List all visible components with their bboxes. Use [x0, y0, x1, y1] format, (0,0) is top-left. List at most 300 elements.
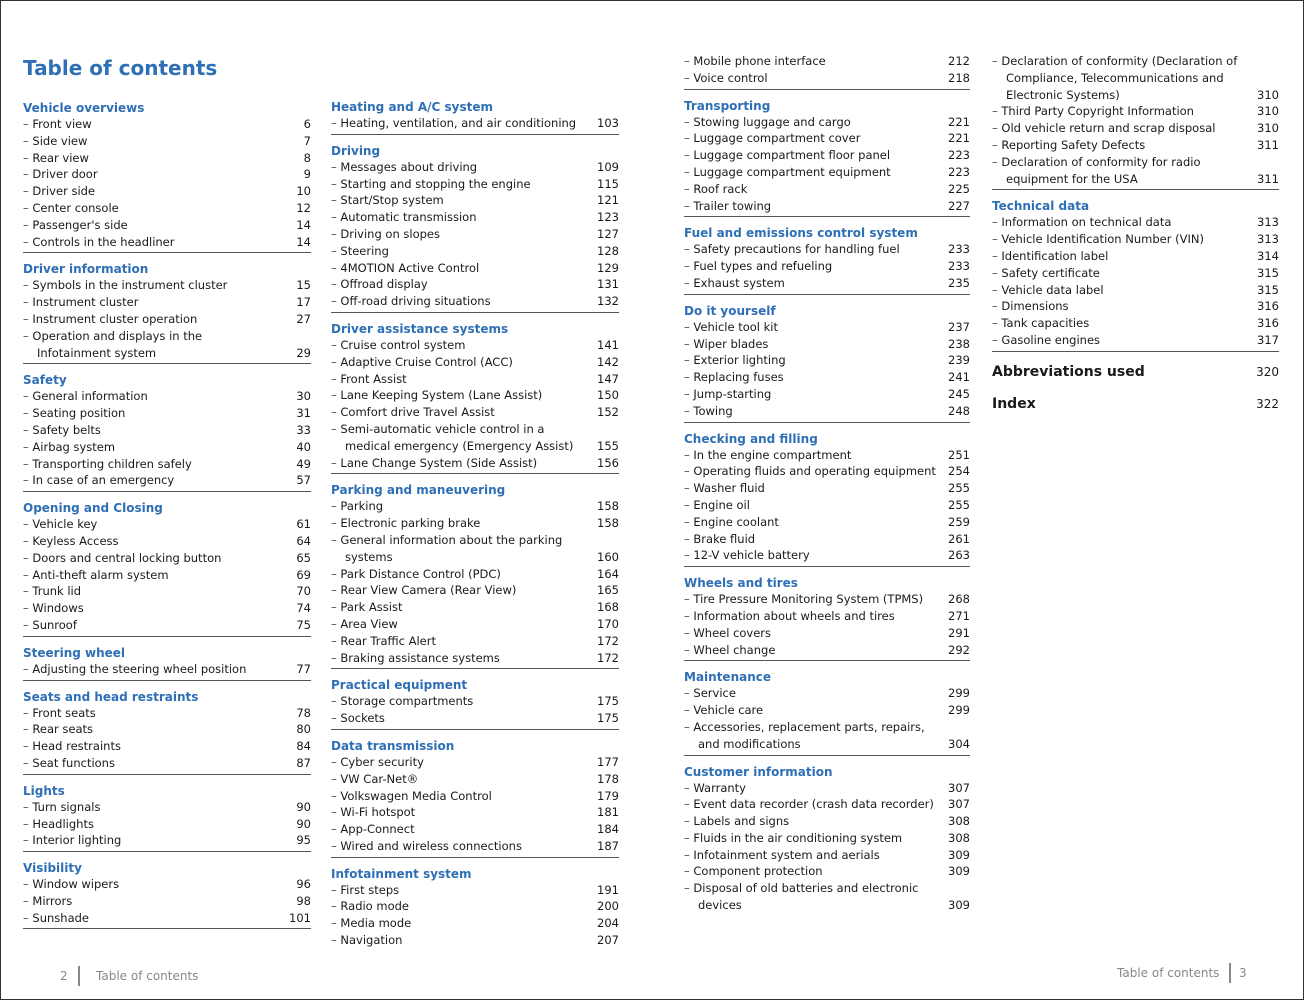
entry-label: – Vehicle care: [684, 702, 944, 719]
toc-entry[interactable]: [684, 336, 970, 353]
toc-entry[interactable]: [331, 276, 619, 293]
section-heading[interactable]: Wheels and tires: [684, 576, 798, 591]
toc-entry[interactable]: [992, 298, 1279, 315]
section-entries: [331, 693, 619, 730]
toc-entry[interactable]: [331, 599, 619, 616]
section-entries: [684, 591, 970, 661]
toc-section: [23, 500, 311, 637]
toc-entry[interactable]: [331, 788, 619, 805]
entry-label: – Area View: [331, 616, 593, 633]
entry-page-number: 218: [948, 70, 970, 85]
toc-entry[interactable]: [23, 234, 311, 251]
toc-entry[interactable]: [331, 260, 619, 277]
toc-entry[interactable]: [23, 893, 311, 910]
entry-label: – Volkswagen Media Control: [331, 788, 593, 805]
toc-entry[interactable]: [23, 328, 311, 362]
toc-entry[interactable]: [992, 53, 1279, 103]
section-heading[interactable]: Customer information: [684, 764, 833, 779]
toc-entry[interactable]: [684, 880, 970, 914]
toc-entry[interactable]: [23, 533, 311, 550]
entry-label: – In the engine compartment: [684, 447, 944, 464]
entry-label: – Seat functions: [23, 755, 285, 772]
entry-page-number: 12: [296, 200, 311, 215]
toc-entry[interactable]: [331, 754, 619, 771]
toc-entry[interactable]: [992, 103, 1279, 120]
toc-entry[interactable]: [23, 799, 311, 816]
entry-page-number: 132: [597, 294, 619, 309]
toc-entry[interactable]: [331, 354, 619, 371]
entry-page-number: 314: [1257, 248, 1279, 263]
extra-heading: Index: [992, 395, 1036, 412]
toc-entry[interactable]: [331, 932, 619, 949]
footer-divider-left: [78, 966, 80, 986]
entry-page-number: 221: [948, 131, 970, 146]
entry-page-number: 307: [948, 780, 970, 795]
toc-entry[interactable]: [992, 265, 1279, 282]
entry-label: – Component protection: [684, 863, 944, 880]
entry-page-number: 156: [597, 455, 619, 470]
entry-label: – Warranty: [684, 780, 944, 797]
toc-entry[interactable]: [23, 311, 311, 328]
toc-entry[interactable]: [23, 277, 311, 294]
entry-page-number: 9: [303, 167, 311, 182]
entry-page-number: 14: [296, 217, 311, 232]
section-heading[interactable]: Do it yourself: [684, 303, 776, 318]
entry-label: – Tank capacities: [992, 315, 1253, 332]
toc-entry[interactable]: [331, 209, 619, 226]
entry-label: – In case of an emergency: [23, 472, 285, 489]
section-heading[interactable]: Checking and filling: [684, 431, 818, 446]
entry-label: – Stowing luggage and cargo: [684, 114, 944, 131]
entry-page-number: 245: [948, 386, 970, 401]
toc-entry[interactable]: [23, 166, 311, 183]
toc-entry[interactable]: [23, 600, 311, 617]
toc-entry[interactable]: [23, 422, 311, 439]
section-heading[interactable]: Data transmission: [331, 738, 455, 753]
toc-section: [331, 143, 619, 313]
toc-entry[interactable]: [992, 154, 1279, 188]
section-heading[interactable]: Driver information: [23, 262, 149, 277]
section-entries: [331, 115, 619, 135]
entry-page-number: 225: [948, 181, 970, 196]
section-heading[interactable]: Vehicle overviews: [23, 101, 145, 115]
entry-label: – General information about the parking systems: [331, 532, 593, 566]
entry-label: – Information on technical data: [992, 214, 1253, 231]
toc-entry[interactable]: [684, 830, 970, 847]
toc-entry[interactable]: [331, 650, 619, 667]
section-heading[interactable]: Seats and head restraints: [23, 689, 199, 704]
entry-label: – 12-V vehicle battery: [684, 547, 944, 564]
toc-entry[interactable]: [331, 582, 619, 599]
toc-entry[interactable]: [331, 192, 619, 209]
entry-label: – Front view: [23, 116, 285, 133]
toc-section: [331, 321, 619, 474]
entry-page-number: 200: [597, 899, 619, 914]
toc-entry[interactable]: [23, 755, 311, 772]
entry-page-number: 158: [597, 499, 619, 514]
entry-page-number: 310: [1257, 121, 1279, 136]
toc-section: [684, 431, 970, 568]
toc-entry[interactable]: [684, 497, 970, 514]
toc-entry[interactable]: [331, 532, 619, 566]
entry-page-number: 103: [597, 116, 619, 130]
toc-entry[interactable]: [684, 258, 970, 275]
entry-label: – Fuel types and refueling: [684, 258, 944, 275]
toc-entry[interactable]: [331, 115, 619, 132]
entry-label: – Old vehicle return and scrap disposal: [992, 120, 1253, 137]
section-heading[interactable]: Heating and A/C system: [331, 100, 493, 114]
toc-entry[interactable]: [684, 480, 970, 497]
entry-page-number: 299: [948, 703, 970, 718]
toc-entry[interactable]: [331, 821, 619, 838]
entry-page-number: 40: [296, 439, 311, 454]
entry-label: – Driver door: [23, 166, 285, 183]
toc-section: [684, 575, 970, 661]
entry-page-number: 30: [296, 389, 311, 404]
section-entries: [331, 754, 619, 858]
entry-page-number: 309: [948, 864, 970, 879]
toc-entry[interactable]: [684, 702, 970, 719]
section-entries: [992, 53, 1279, 190]
extra-entry[interactable]: [992, 362, 1279, 382]
entry-label: – Turn signals: [23, 799, 285, 816]
entry-page-number: 8: [303, 150, 311, 165]
entry-page-number: 131: [597, 277, 619, 292]
entry-label: – Controls in the headliner: [23, 234, 285, 251]
extra-sections: [992, 362, 1279, 414]
toc-entry[interactable]: [331, 455, 619, 472]
entry-label: – Operation and displays in the Infotainment system: [23, 328, 285, 362]
section-heading[interactable]: Technical data: [992, 199, 1090, 214]
section-heading[interactable]: Transporting: [684, 98, 771, 113]
toc-entry[interactable]: [23, 116, 311, 133]
toc-entry[interactable]: [684, 147, 970, 164]
toc-entry[interactable]: [23, 816, 311, 833]
toc-entry[interactable]: [684, 642, 970, 659]
entry-page-number: 268: [948, 592, 970, 607]
extra-entry[interactable]: [992, 394, 1279, 414]
section-heading[interactable]: Practical equipment: [331, 678, 468, 693]
toc-entry[interactable]: [23, 150, 311, 167]
entry-page-number: 165: [597, 583, 619, 598]
entry-label: – Cyber security: [331, 754, 593, 771]
toc-entry[interactable]: [23, 183, 311, 200]
toc-section: [23, 372, 311, 492]
toc-entry[interactable]: [684, 403, 970, 420]
toc-entry[interactable]: [331, 226, 619, 243]
section-entries: [23, 116, 311, 253]
entry-page-number: 254: [948, 464, 970, 479]
toc-entry[interactable]: [23, 705, 311, 722]
entry-page-number: 115: [597, 176, 619, 191]
entry-label: – Adjusting the steering wheel position: [23, 661, 285, 678]
toc-entry[interactable]: [23, 550, 311, 567]
toc-entry[interactable]: [684, 547, 970, 564]
entry-label: – Radio mode: [331, 898, 593, 915]
toc-entry[interactable]: [331, 498, 619, 515]
entry-page-number: 223: [948, 148, 970, 163]
section-heading[interactable]: Safety: [23, 373, 67, 388]
entry-label: – Rear seats: [23, 721, 285, 738]
entry-page-number: 152: [597, 405, 619, 420]
toc-entry[interactable]: [684, 114, 970, 131]
entry-label: – Sockets: [331, 710, 593, 727]
section-entries: [23, 799, 311, 852]
section-heading[interactable]: Visibility: [23, 861, 82, 876]
toc-entry[interactable]: [684, 847, 970, 864]
entry-page-number: 309: [948, 898, 970, 913]
toc-entry[interactable]: [992, 214, 1279, 231]
toc-section: [23, 689, 311, 775]
entry-page-number: 255: [948, 481, 970, 496]
toc-entry[interactable]: [992, 282, 1279, 299]
toc-entry[interactable]: [23, 910, 311, 927]
toc-entry[interactable]: [684, 386, 970, 403]
entry-page-number: 90: [296, 799, 311, 814]
section-heading[interactable]: Opening and Closing: [23, 501, 163, 516]
entry-label: – Media mode: [331, 915, 593, 932]
toc-entry[interactable]: [992, 137, 1279, 154]
toc-column-2: [331, 99, 619, 959]
toc-entry[interactable]: [992, 332, 1279, 349]
entry-label: – Symbols in the instrument cluster: [23, 277, 285, 294]
entry-label: – Airbag system: [23, 439, 285, 456]
toc-entry[interactable]: [23, 567, 311, 584]
entry-label: – Vehicle key: [23, 516, 285, 533]
entry-page-number: 317: [1257, 332, 1279, 347]
section-heading[interactable]: Driver assistance systems: [331, 321, 509, 336]
toc-entry[interactable]: [331, 404, 619, 421]
toc-entry[interactable]: [684, 130, 970, 147]
toc-entry[interactable]: [331, 566, 619, 583]
toc-section: [23, 783, 311, 852]
toc-entry[interactable]: [23, 405, 311, 422]
entry-label: – Brake fluid: [684, 531, 944, 548]
toc-entry[interactable]: [23, 388, 311, 405]
toc-section: [331, 677, 619, 730]
entry-label: – Messages about driving: [331, 159, 593, 176]
toc-entry[interactable]: [684, 531, 970, 548]
entry-page-number: 17: [296, 295, 311, 310]
toc-entry[interactable]: [684, 863, 970, 880]
toc-entry[interactable]: [331, 293, 619, 310]
entry-label: – Start/Stop system: [331, 192, 593, 209]
toc-entry[interactable]: [684, 514, 970, 531]
entry-page-number: 299: [948, 686, 970, 701]
entry-page-number: 49: [296, 456, 311, 471]
entry-page-number: 121: [597, 193, 619, 208]
toc-entry[interactable]: [23, 516, 311, 533]
entry-page-number: 310: [1257, 87, 1279, 102]
toc-entry[interactable]: [23, 661, 311, 678]
toc-entry[interactable]: [684, 463, 970, 480]
toc-entry[interactable]: [23, 472, 311, 489]
toc-entry[interactable]: [331, 804, 619, 821]
entry-label: – Center console: [23, 200, 285, 217]
toc-entry[interactable]: [331, 371, 619, 388]
toc-entry[interactable]: [23, 133, 311, 150]
toc-entry[interactable]: [23, 217, 311, 234]
toc-entry[interactable]: [331, 159, 619, 176]
entry-page-number: 172: [597, 650, 619, 665]
toc-entry[interactable]: [684, 198, 970, 215]
toc-entry[interactable]: [23, 583, 311, 600]
entry-page-number: 191: [597, 882, 619, 897]
toc-section: [684, 764, 970, 916]
toc-entry[interactable]: [992, 120, 1279, 137]
toc-entry[interactable]: [331, 898, 619, 915]
entry-label: – Sunroof: [23, 617, 285, 634]
toc-entry[interactable]: [331, 515, 619, 532]
entry-page-number: 31: [296, 406, 311, 421]
entry-page-number: 248: [948, 403, 970, 418]
entry-label: – Park Assist: [331, 599, 593, 616]
entry-label: – Driver side: [23, 183, 285, 200]
entry-page-number: 160: [597, 549, 619, 564]
entry-page-number: 239: [948, 353, 970, 368]
toc-entry[interactable]: [23, 617, 311, 634]
entry-page-number: 27: [296, 311, 311, 326]
toc-entry[interactable]: [684, 275, 970, 292]
entry-page-number: 33: [296, 422, 311, 437]
toc-entry[interactable]: [684, 447, 970, 464]
entry-page-number: 129: [597, 260, 619, 275]
entry-page-number: 238: [948, 336, 970, 351]
entry-page-number: 78: [296, 705, 311, 720]
toc-entry[interactable]: [684, 780, 970, 797]
entry-page-number: 80: [296, 722, 311, 737]
toc-entry[interactable]: [684, 53, 970, 70]
toc-entry[interactable]: [23, 200, 311, 217]
toc-entry[interactable]: [331, 616, 619, 633]
entry-label: – Adaptive Cruise Control (ACC): [331, 354, 593, 371]
entry-label: – Gasoline engines: [992, 332, 1253, 349]
toc-entry[interactable]: [684, 352, 970, 369]
entry-page-number: 175: [597, 694, 619, 709]
entry-page-number: 204: [597, 916, 619, 931]
entry-page-number: 170: [597, 616, 619, 631]
section-entries: [331, 882, 619, 951]
entry-page-number: 177: [597, 754, 619, 769]
entry-label: – Exterior lighting: [684, 352, 944, 369]
entry-page-number: 147: [597, 371, 619, 386]
section-heading[interactable]: Infotainment system: [331, 866, 472, 881]
entry-label: – Wi-Fi hotspot: [331, 804, 593, 821]
toc-entry[interactable]: [23, 456, 311, 473]
toc-entry[interactable]: [684, 70, 970, 87]
entry-page-number: 308: [948, 830, 970, 845]
toc-entry[interactable]: [684, 685, 970, 702]
entry-page-number: 271: [948, 608, 970, 623]
toc-entry[interactable]: [684, 181, 970, 198]
toc-entry[interactable]: [331, 176, 619, 193]
toc-entry[interactable]: [331, 337, 619, 354]
toc-entry[interactable]: [684, 164, 970, 181]
section-heading[interactable]: Maintenance: [684, 670, 772, 685]
extra-page-number: 320: [1256, 364, 1279, 379]
toc-entry[interactable]: [684, 319, 970, 336]
toc-entry[interactable]: [23, 876, 311, 893]
toc-entry[interactable]: [684, 591, 970, 608]
entry-label: – Labels and signs: [684, 813, 944, 830]
entry-label: – Braking assistance systems: [331, 650, 593, 667]
toc-entry[interactable]: [331, 915, 619, 932]
toc-entry[interactable]: [684, 625, 970, 642]
entry-label: – VW Car-Net®: [331, 771, 593, 788]
entry-label: – Comfort drive Travel Assist: [331, 404, 593, 421]
entry-page-number: 164: [597, 566, 619, 581]
toc-section: [331, 866, 619, 951]
toc-entry[interactable]: [992, 231, 1279, 248]
toc-entry[interactable]: [331, 838, 619, 855]
entry-label: – Sunshade: [23, 910, 285, 927]
toc-entry[interactable]: [684, 241, 970, 258]
section-heading[interactable]: Parking and maneuvering: [331, 483, 506, 498]
entry-label: – Keyless Access: [23, 533, 285, 550]
toc-entry[interactable]: [23, 721, 311, 738]
toc-entry[interactable]: [992, 248, 1279, 265]
entry-page-number: 179: [597, 788, 619, 803]
section-entries: [23, 876, 311, 929]
section-entries: [684, 319, 970, 423]
toc-entry[interactable]: [684, 796, 970, 813]
toc-entry[interactable]: [684, 369, 970, 386]
entry-page-number: 175: [597, 711, 619, 726]
toc-entry[interactable]: [23, 738, 311, 755]
toc-entry[interactable]: [331, 421, 619, 455]
toc-entry[interactable]: [331, 693, 619, 710]
entry-page-number: 74: [296, 601, 311, 616]
toc-entry[interactable]: [331, 387, 619, 404]
toc-section: [23, 261, 311, 364]
toc-entry[interactable]: [331, 633, 619, 650]
toc-entry[interactable]: [684, 813, 970, 830]
toc-section: [992, 198, 1279, 351]
section-entries: [331, 159, 619, 313]
section-entries: [23, 277, 311, 364]
entry-label: – Dimensions: [992, 298, 1253, 315]
entry-page-number: 316: [1257, 316, 1279, 331]
entry-page-number: 221: [948, 114, 970, 129]
page-title: Table of contents: [23, 56, 218, 80]
toc-entry[interactable]: [331, 710, 619, 727]
entry-page-number: 155: [597, 438, 619, 453]
toc-column-4: [992, 53, 1279, 426]
entry-label: – Trailer towing: [684, 198, 944, 215]
entry-label: – Fluids in the air conditioning system: [684, 830, 944, 847]
toc-entry[interactable]: [992, 315, 1279, 332]
section-heading[interactable]: Steering wheel: [23, 645, 126, 660]
toc-entry[interactable]: [23, 294, 311, 311]
toc-entry[interactable]: [684, 719, 970, 753]
entry-label: – Navigation: [331, 932, 593, 949]
entry-label: – App-Connect: [331, 821, 593, 838]
section-heading[interactable]: Driving: [331, 143, 381, 158]
toc-entry[interactable]: [331, 243, 619, 260]
toc-entry[interactable]: [331, 882, 619, 899]
toc-entry[interactable]: [23, 832, 311, 849]
toc-section: [23, 860, 311, 929]
section-heading[interactable]: Lights: [23, 783, 65, 798]
entry-label: – Interior lighting: [23, 832, 285, 849]
entry-page-number: 291: [948, 625, 970, 640]
entry-label: – Luggage compartment equipment: [684, 164, 944, 181]
toc-entry[interactable]: [331, 771, 619, 788]
section-heading[interactable]: Fuel and emissions control system: [684, 226, 918, 241]
toc-entry[interactable]: [23, 439, 311, 456]
entry-label: – Storage compartments: [331, 693, 593, 710]
toc-entry[interactable]: [684, 608, 970, 625]
